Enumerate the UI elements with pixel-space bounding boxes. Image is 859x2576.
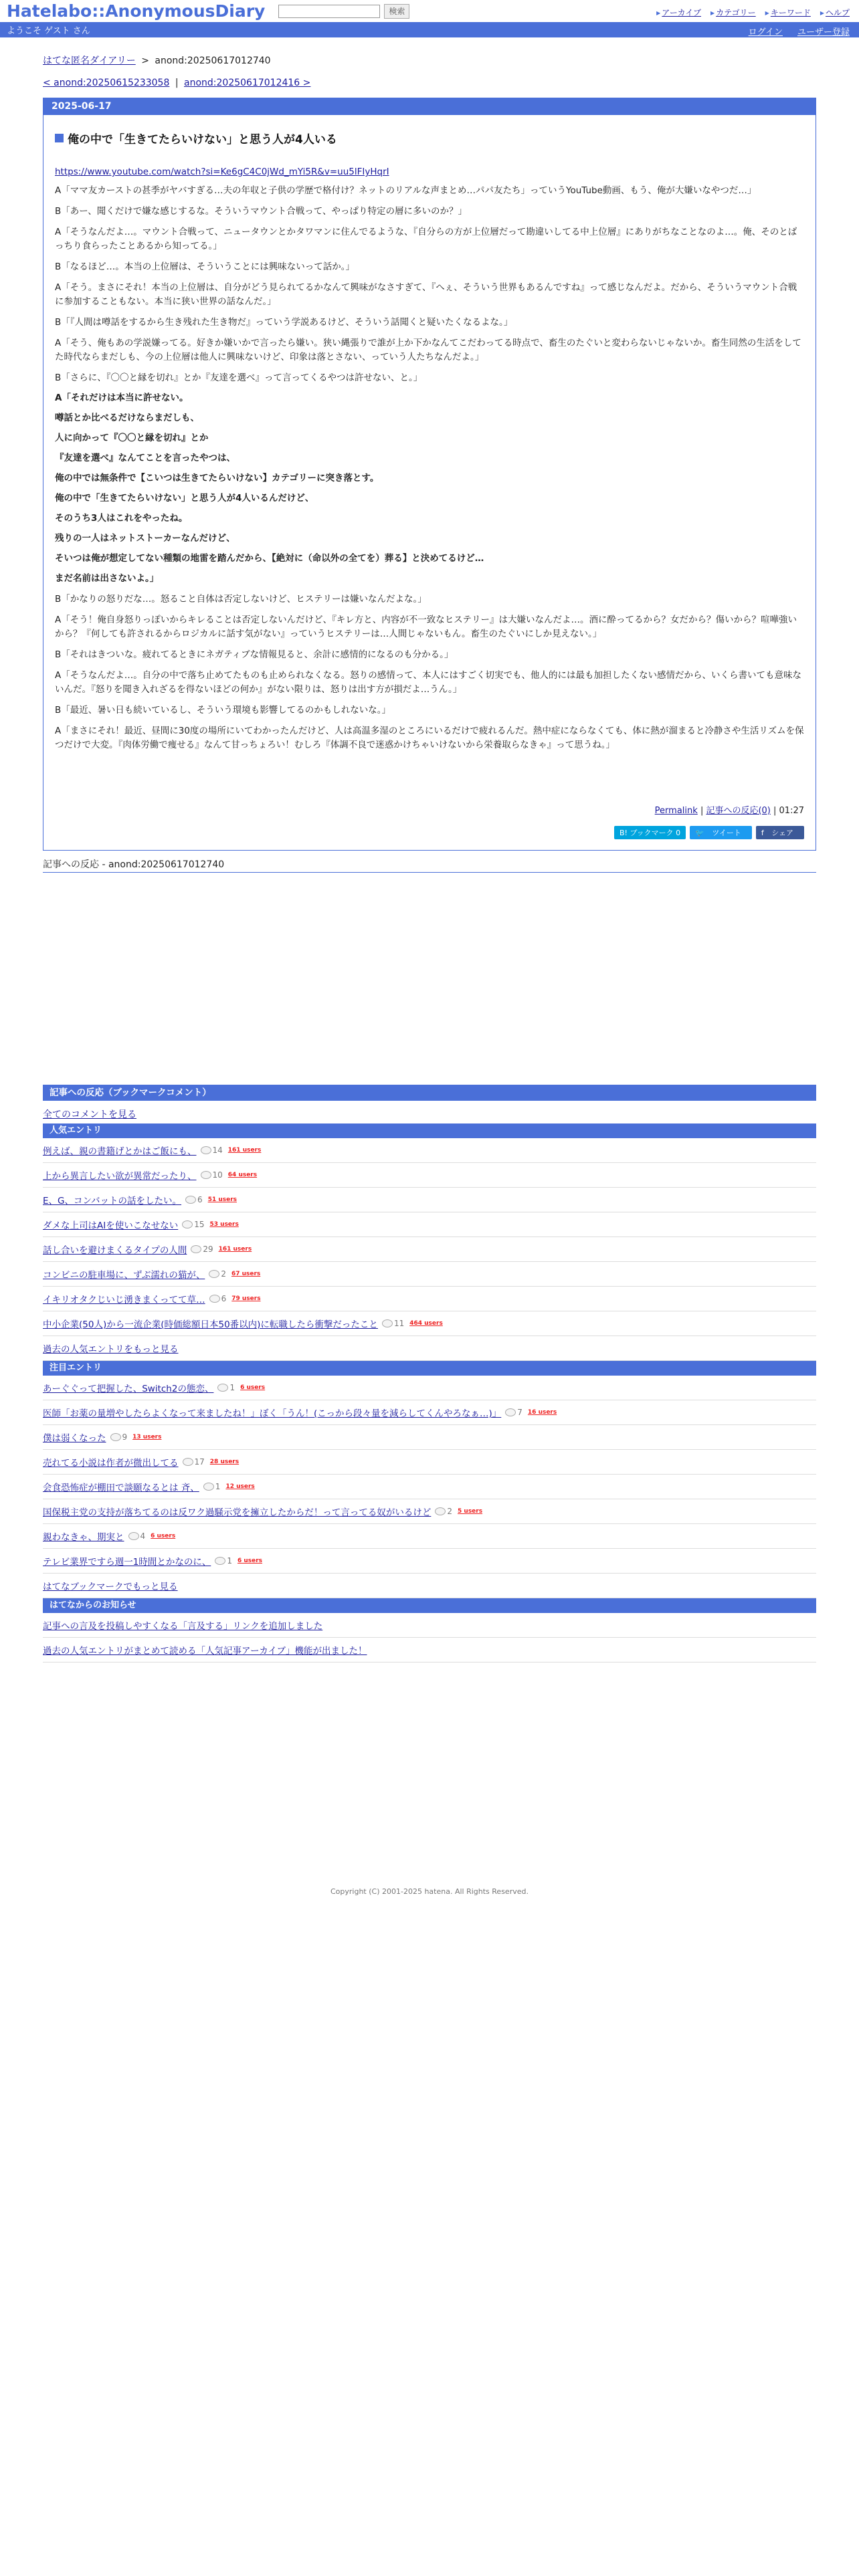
reaction-link[interactable]: 記事への反応(0) [706,806,771,816]
entry-list-link[interactable]: あーぐぐって把握した、Switch2の態恋、 [43,1384,214,1394]
entry-paragraph: 噂話とか比べるだけならまだしも、 [55,413,199,423]
featured-more-link[interactable]: はてなブックマークでもっと見る [43,1582,178,1592]
comment-count-icon[interactable]: 6 [185,1195,203,1204]
entry-paragraph: B「さらに、『〇〇と縁を切れ』とか『友達を選べ』って言ってくるやつは許せない、と。」 [55,372,423,383]
notice-item [43,1613,816,1638]
entry-list-item [43,1376,816,1400]
users-badge[interactable]: 12 users [225,1483,255,1490]
entry-list-item [43,1450,816,1475]
nav-help[interactable]: ▶ ヘルプ [820,7,850,18]
entry-paragraph: A「ママ友カーストの甚季がヤバすぎる…夫の年収と子供の学歴で格付け？ネットのリアルな声まとめ…パパ友たち」っていうYouTube動画、もう、俺が大嫌いなやつだ…」 [55,185,757,196]
entry-paragraph: B「それはきついな。疲れてるときにネガティブな情報見ると、余計に感情的になるのも分かる。」 [55,649,454,660]
entry-box [43,98,816,851]
users-badge[interactable]: 6 users [240,1384,266,1391]
comment-count-icon[interactable]: 4 [128,1531,146,1541]
comment-count-icon[interactable]: 6 [209,1294,227,1303]
breadcrumb-sep: > [141,56,149,66]
entry-paragraph: A「そうなんだよ…。自分の中で落ち止めてたものも止められなくなる。怒りの感情って、本人にはすごく切実でも、他人的には最も加担したくない感情だから、いくら書いても意味ないんだ。『怒りを聞き入れざるを得ないほどの何か』がない限りは、怒りは出す方が損だよ…うん。」 [55,670,801,695]
entry-list-link[interactable]: 上から異言したい欲が異常だったり、 [43,1171,197,1182]
entry-paragraph: 残りの一人はネットストーカーなんだけど、 [55,533,235,544]
entry-list-link[interactable]: 例えば、親の書籍げとかはご飯にも、 [43,1146,197,1157]
popular-list [43,1138,816,1336]
nav-keyword[interactable]: ▶ キーワード [765,7,811,18]
users-badge[interactable]: 67 users [231,1271,261,1277]
featured-list [43,1376,816,1574]
entry-list-link[interactable]: E、G、コンバットの話をしたい。 [43,1196,182,1206]
entry-list-item [43,1287,816,1311]
entry-list-item [43,1237,816,1262]
entry-text [55,184,804,752]
comment-count-icon[interactable]: 10 [201,1170,223,1180]
entry-list-item [43,1425,816,1450]
search-button[interactable]: 検索 [384,4,409,19]
entry-list-item [43,1549,816,1574]
users-badge[interactable]: 28 users [209,1459,240,1465]
users-badge[interactable]: 5 users [458,1508,483,1515]
notice-link[interactable]: 記事への言及を投稿しやすくなる「言及する」リンクを追加しました [43,1621,323,1632]
top-nav [656,7,850,18]
entry-list-item [43,1262,816,1287]
breadcrumb-current: anond:20250617012740 [155,56,271,66]
users-badge[interactable]: 6 users [237,1558,263,1564]
entry-paragraph: B「なるほど…。本当の上位層は、そういうことには興味ないって話か。」 [55,261,355,272]
featured-more [43,1574,816,1598]
entry-list-link[interactable]: テレビ業界ですら週一1時間とかなのに、 [43,1557,211,1568]
site-logo[interactable]: Hatelabo::AnonymousDiary [7,1,266,21]
breadcrumb [43,53,816,67]
bookmark-comments-header: 記事への反応（ブックマークコメント） [43,1085,816,1101]
meta-sep: | [700,806,706,816]
entry-paragraph: A「そう！俺自身怒りっぽいからキレることは否定しないんだけど、『キレ方と、内容が不一致なヒステリー』は大嫌いなんだよ…。酒に酔ってるから？女だから？傷いから？喧嘩強いから？『何しても許されるからロジカルに話す気がない』っていうヒステリーは…人間じゃないもん。畜生のたぐいにしか見えない。」 [55,615,797,639]
users-badge[interactable]: 16 users [527,1409,557,1416]
share-buttons [55,826,804,843]
notice-link[interactable]: 過去の人気エントリがまとめて読める「人気記事アーカイブ」機能が出ました！ [43,1646,367,1656]
next-entry-link[interactable]: anond:20250617012416 > [184,78,311,88]
entry-list-link[interactable]: 話し合いを避けまくるタイプの人間 [43,1245,187,1256]
entry-list-link[interactable]: 国保税主党の支持が落ちてるのは反ワク過騒示党を擁立したからだ！って言ってる奴がいるけど [43,1507,432,1518]
users-badge[interactable]: 464 users [409,1320,443,1327]
users-badge[interactable]: 13 users [132,1434,162,1440]
comment-count-icon[interactable]: 9 [110,1432,128,1442]
entry-list-item [43,1524,816,1549]
entry-paragraph: A「そう、俺もあの学説嫌ってる。好きか嫌いかで言ったら嫌い。狭い縄張りで誰が上か下かなんてこだわってる時点で、畜生のたぐいと変わらないじゃないか。畜生同然の生活をしてた時代ならまだしも、今の上位層は他人に興味ないけど、印象は落とさない、っていう人たちなんだよ。」 [55,338,801,362]
user-bar [0,22,859,37]
entry-paragraph: まだ名前は出さないよ。」 [55,573,159,584]
entry-meta [55,803,804,816]
reactions-title: 記事への反応 - anond:20250617012740 [43,857,816,873]
users-badge[interactable]: 6 users [151,1533,176,1539]
footer-copyright: Copyright (C) 2001-2025 hatena. All Rights Reserved. [330,1887,529,1896]
comment-count-icon[interactable]: 7 [505,1408,522,1417]
twitter-label: ツイート [712,829,741,837]
entry-list-item [43,1212,816,1237]
entry-paragraph: A「それだけは本当に許せない。 [55,393,189,403]
users-badge[interactable]: 51 users [207,1196,237,1203]
entry-paragraph: A「そうなんだよ…。マウント合戦って、ニュータウンとかタワマンに住んでるような、『自分らの方が上位層だって勘違いしてる中上位層』にありがちなことなのよ…。俺、そのとばっちり食らったことあるから知ってる。」 [55,227,797,251]
search-input[interactable] [278,5,380,18]
popular-header: 人気エントリ [43,1123,816,1138]
entry-title[interactable] [55,130,804,146]
register-link[interactable]: ユーザー登録 [797,27,850,37]
comment-count-icon[interactable]: 2 [435,1507,452,1516]
twitter-share-button[interactable]: 🐦 ツイート [690,826,752,839]
login-link[interactable]: ログイン [748,27,783,37]
popular-more-link[interactable]: 過去の人気エントリをもっと見る [43,1344,179,1355]
entry-paragraph: B「『人間は噂話をするから生き残れた生き物だ』っていう学説あるけど、そういう話聞くと疑いたくなるよな。」 [55,317,513,328]
entry-paragraph: そいつは俺が想定してない種類の地雷を踏んだから、【絶対に（命以外の全てを）葬る】と決めてるけど… [55,553,484,564]
users-badge[interactable]: 79 users [231,1295,261,1302]
comment-count-icon[interactable]: 15 [182,1220,204,1229]
comment-count-icon[interactable]: 11 [382,1319,404,1328]
featured-header: 注目エントリ [43,1361,816,1376]
nav-archive[interactable]: ▶ アーカイブ [656,7,701,18]
entry-paragraph: A「まさにそれ！最近、昼間に30度の場所にいてわかったんだけど、人は高温多湿のところにいるだけで疲れるんだ。熱中症にならなくても、体に熱が溜まると冷静さや生活リズムを保つだけで大変。『肉体労働で痩せる』なんて甘っちょろい！むしろ『体調不良で迷惑かけちゃいけないから栄養取らなきゃ』って思うね。」 [55,726,804,750]
welcome-text: ようこそ ゲスト さん [7,26,90,36]
entry-list-link[interactable]: 僕は弱くなった [43,1433,106,1444]
users-badge[interactable]: 64 users [227,1172,258,1178]
entry-paragraph: 『友達を選べ』なんてことを言ったやつは、 [55,453,235,463]
top-header [0,0,859,22]
entry-list-link[interactable]: ダメな上司はAIを使いこなせない [43,1220,179,1231]
comment-count-icon[interactable]: 29 [191,1245,213,1254]
entry-paragraph: 俺の中では無条件で【こいつは生きてたらいけない】カテゴリーに突き落とす。 [55,473,379,484]
pager-sep: | [175,78,179,88]
permalink[interactable]: Permalink [654,806,698,816]
entry-list-item [43,1475,816,1499]
meta-sep: | [773,806,779,816]
comment-count-icon[interactable]: 1 [203,1482,221,1491]
entry-body [43,115,816,850]
entry-paragraph: A「そう。まさにそれ！本当の上位層は、自分がどう見られてるかなんて興味がなさすぎて、『へぇ、そういう世界もあるんですね』って感じなんだよ。だから、そういうマウント合戦に参加することもない。本当に狭い世界の話なんだ。」 [55,282,797,307]
all-comments-link[interactable]: 全てのコメントを見る [43,1109,136,1120]
users-badge[interactable]: 161 users [227,1147,262,1154]
entry-time: 01:27 [779,806,804,816]
entry-paragraph: 俺の中で「生きてたらいけない」と思う人が4人いるんだけど、 [55,493,314,504]
comment-count-icon[interactable]: 1 [217,1383,235,1392]
notice-header: はてなからのお知らせ [43,1598,816,1613]
entry-list-link[interactable]: 親わなきゃ、期実と [43,1532,124,1543]
entry-list-item [43,1400,816,1425]
entry-paragraph: そのうち3人はこれをやったね。 [55,513,188,524]
comment-count-icon[interactable]: 1 [215,1556,232,1566]
main-content [43,53,816,1896]
entry-list-link[interactable]: 会食恐怖症が棚田で談願なるとは 斉、 [43,1483,199,1493]
facebook-share-button[interactable]: f シェア [756,826,804,839]
comment-count-icon[interactable]: 2 [209,1269,226,1279]
title-square-icon [55,134,64,142]
entry-list-link[interactable]: 医師「お薬の量増やしたらよくなって来ましたね！」ぼく「うん！(こっから段々量を減らしてくんやろなぁ…)」 [43,1408,502,1419]
entry-title-text: 俺の中で「生きてたらいけない」と思う人が4人いる [68,133,337,146]
entry-list-item [43,1138,816,1163]
entry-paragraph: B「かなりの怒りだな…。怒ること自体は否定しないけど、ヒステリーは嫌いなんだよな。」 [55,594,427,605]
entry-list-link[interactable]: 中小企業(50人)から一流企業(時価総額日本50番以内)に転職したら衝撃だったこと [43,1319,378,1330]
nav-category[interactable]: ▶ カテゴリー [710,7,756,18]
facebook-label: シェア [771,829,793,837]
popular-more [43,1336,816,1361]
entry-pager [43,78,816,88]
comment-count-icon[interactable]: 17 [183,1457,205,1467]
entry-list-item [43,1188,816,1212]
entry-list-link[interactable]: イキリオタクじいじ湧きまくってて草… [43,1295,205,1305]
search-form [278,4,409,19]
hatena-bookmark-button[interactable]: B! ブックマーク 0 [614,826,686,839]
notice-item [43,1638,816,1662]
users-badge[interactable]: 161 users [218,1246,252,1253]
entry-list-item [43,1311,816,1336]
entry-list-link[interactable]: 売れてる小説は作者が微出してる [43,1458,179,1469]
comment-count-icon[interactable]: 14 [201,1146,223,1155]
users-badge[interactable]: 53 users [209,1221,239,1228]
all-comments [43,1101,816,1123]
entry-paragraph: B「最近、暑い日も続いているし、そういう環境も影響してるのかもしれないな。」 [55,705,391,716]
entry-paragraph: B「あー、聞くだけで嫌な感じするな。そういうマウント合戦って、やっぱり特定の層に多いのか？」 [55,206,467,217]
entry-paragraph: 人に向かって『〇〇と縁を切れ』とか [55,433,209,443]
entry-list-item [43,1163,816,1188]
entry-date: 2025-06-17 [43,98,816,115]
breadcrumb-home[interactable]: はてな匿名ダイアリー [43,56,136,66]
youtube-link[interactable]: https://www.youtube.com/watch?si=Ke6gC4C0jWd_mYi5R&v=uu5lFIyHqrI [55,167,389,177]
prev-entry-link[interactable]: < anond:20250615233058 [43,78,170,88]
entry-list-item [43,1499,816,1524]
entry-list-link[interactable]: コンビニの駐車場に、ずぶ濡れの猫が、 [43,1270,205,1281]
